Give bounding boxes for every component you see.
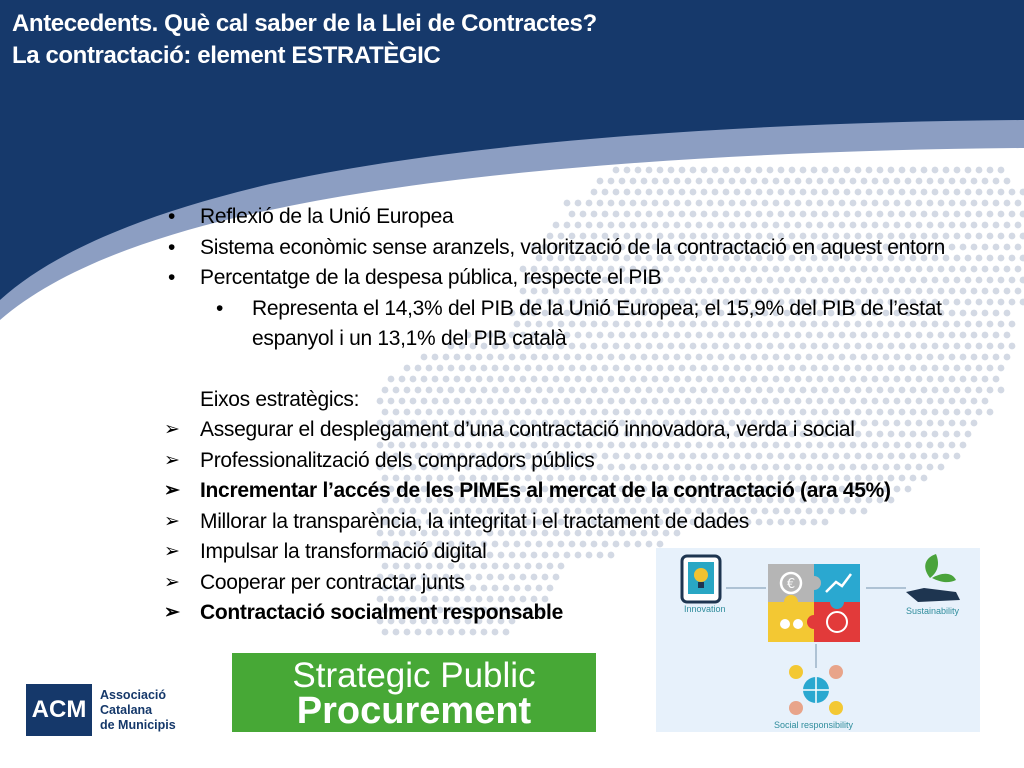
map-dot: [685, 178, 692, 185]
map-dot: [712, 167, 719, 174]
label-sustainability: Sustainability: [906, 606, 960, 616]
map-dot: [756, 189, 763, 196]
map-dot: [1020, 233, 1024, 240]
map-dot: [811, 167, 818, 174]
map-dot: [1015, 200, 1022, 207]
map-dot: [1015, 288, 1022, 295]
map-dot: [404, 629, 411, 636]
map-dot: [492, 629, 499, 636]
map-dot: [971, 178, 978, 185]
map-dot: [1009, 233, 1016, 240]
map-dot: [927, 178, 934, 185]
map-dot: [745, 167, 752, 174]
map-dot: [503, 629, 510, 636]
map-dot: [855, 189, 862, 196]
map-dot: [668, 189, 675, 196]
axis-text: Assegurar el desplegament d’una contractació innovadora, verda i social: [200, 418, 855, 441]
acm-logo: [26, 684, 206, 736]
map-dot: [597, 178, 604, 185]
map-dot: [756, 167, 763, 174]
map-dot: [888, 167, 895, 174]
axis-item-highlight: [160, 476, 1000, 507]
map-dot: [1020, 277, 1024, 284]
banner-line-1: Strategic Public: [292, 656, 536, 695]
map-dot: [784, 178, 791, 185]
sub-bullet-item: [160, 294, 992, 355]
map-dot: [641, 178, 648, 185]
puzzle-pieces: [768, 564, 860, 642]
map-dot: [712, 189, 719, 196]
map-dot: [806, 178, 813, 185]
map-dot: [767, 167, 774, 174]
bullet-text: Reflexió de la Unió Europea: [200, 205, 454, 228]
axis-item: [160, 507, 1000, 538]
map-dot: [1009, 255, 1016, 262]
bullet-item: [160, 263, 1000, 294]
map-dot: [778, 189, 785, 196]
map-dot: [729, 178, 736, 185]
map-dot: [1009, 189, 1016, 196]
map-dot: [1004, 288, 1011, 295]
map-dot: [734, 167, 741, 174]
map-dot: [1004, 266, 1011, 273]
map-dot: [646, 189, 653, 196]
banner-line-2: Procurement: [296, 690, 532, 732]
map-dot: [437, 629, 444, 636]
map-dot: [723, 167, 730, 174]
map-dot: [1015, 266, 1022, 273]
globe-people-icon: [789, 665, 843, 715]
strategic-procurement-banner: [232, 653, 596, 732]
people-group-icon: [780, 619, 790, 629]
map-dot: [1020, 211, 1024, 218]
axis-text: Cooperar per contractar junts: [200, 570, 465, 594]
axis-text: Professionalització dels compradors públics: [200, 448, 595, 472]
map-dot: [734, 189, 741, 196]
map-dot: [976, 167, 983, 174]
map-dot: [987, 167, 994, 174]
map-dot: [762, 178, 769, 185]
map-dot: [833, 189, 840, 196]
map-dot: [795, 178, 802, 185]
map-dot: [921, 167, 928, 174]
map-dot: [773, 178, 780, 185]
map-dot: [1004, 332, 1011, 339]
map-dot: [382, 629, 389, 636]
map-dot: [470, 629, 477, 636]
axis-item: [160, 415, 1000, 446]
axis-item: [160, 446, 1000, 477]
map-dot: [817, 178, 824, 185]
map-dot: [965, 167, 972, 174]
map-dot: [910, 167, 917, 174]
map-dot: [877, 189, 884, 196]
map-dot: [789, 189, 796, 196]
map-dot: [855, 167, 862, 174]
map-dot: [883, 178, 890, 185]
map-dot: [426, 629, 433, 636]
puzzle-illustration: [656, 548, 980, 732]
map-dot: [481, 629, 488, 636]
logo-line-3: de Municipis: [100, 718, 176, 732]
map-dot: [701, 167, 708, 174]
map-dot: [718, 178, 725, 185]
map-dot: [998, 189, 1005, 196]
label-social-responsibility: Social responsibility: [774, 720, 854, 730]
map-dot: [1015, 244, 1022, 251]
map-dot: [767, 189, 774, 196]
map-dot: [723, 189, 730, 196]
map-dot: [608, 178, 615, 185]
arrow-bullet-icon: ➢: [164, 419, 180, 440]
map-dot: [828, 178, 835, 185]
axis-text: Contractació socialment responsable: [200, 601, 563, 624]
map-dot: [393, 629, 400, 636]
map-dot: [982, 178, 989, 185]
bullet-text: Percentatge de la despesa pública, respecte el PIB: [200, 266, 662, 289]
sub-bullet-marker: •: [216, 296, 224, 320]
map-dot: [877, 167, 884, 174]
logo-name: [100, 688, 176, 733]
logo-abbreviation: ACM: [26, 684, 92, 736]
spacer: [160, 355, 1000, 385]
map-dot: [707, 178, 714, 185]
map-dot: [624, 189, 631, 196]
logo-line-1: Associació: [100, 688, 167, 702]
map-dot: [1020, 299, 1024, 306]
map-dot: [888, 189, 895, 196]
map-dot: [910, 189, 917, 196]
bullet-marker: •: [168, 235, 176, 259]
map-dot: [652, 178, 659, 185]
map-dot: [591, 189, 598, 196]
map-dot: [1004, 310, 1011, 317]
map-dot: [866, 189, 873, 196]
map-dot: [1004, 222, 1011, 229]
axes-heading: Eixos estratègics:: [200, 387, 360, 411]
map-dot: [822, 167, 829, 174]
arrow-bullet-icon: ➢: [164, 571, 180, 593]
arrow-bullet-icon: ➢: [164, 541, 180, 562]
svg-text:€: €: [786, 577, 796, 592]
label-innovation: Innovation: [684, 604, 726, 614]
map-dot: [613, 189, 620, 196]
map-dot: [459, 629, 466, 636]
axis-text: Incrementar l’accés de les PIMEs al mercat de la contractació (ara 45%): [200, 479, 891, 502]
map-dot: [943, 189, 950, 196]
map-dot: [1020, 255, 1024, 262]
map-dot: [844, 189, 851, 196]
map-dot: [987, 189, 994, 196]
map-dot: [679, 167, 686, 174]
map-dot: [619, 178, 626, 185]
map-dot: [998, 167, 1005, 174]
slide-title: [12, 8, 597, 72]
logo-line-2: Catalana: [100, 703, 153, 717]
map-dot: [960, 178, 967, 185]
map-dot: [1009, 321, 1016, 328]
map-dot: [674, 178, 681, 185]
map-dot: [613, 167, 620, 174]
map-dot: [866, 167, 873, 174]
map-dot: [822, 189, 829, 196]
map-dot: [905, 178, 912, 185]
map-dot: [954, 167, 961, 174]
map-dot: [679, 189, 686, 196]
arrow-bullet-icon: ➢: [164, 602, 180, 623]
map-dot: [833, 167, 840, 174]
map-dot: [668, 167, 675, 174]
map-dot: [1009, 277, 1016, 284]
map-dot: [899, 167, 906, 174]
map-dot: [624, 167, 631, 174]
title-line-1: Antecedents. Què cal saber de la Llei de Contractes?: [12, 10, 597, 37]
map-dot: [657, 189, 664, 196]
map-dot: [921, 189, 928, 196]
map-dot: [894, 178, 901, 185]
map-dot: [740, 178, 747, 185]
map-dot: [751, 178, 758, 185]
map-dot: [657, 167, 664, 174]
map-dot: [932, 189, 939, 196]
smartphone-lightbulb-icon: [682, 556, 720, 602]
map-dot: [1020, 189, 1024, 196]
map-dot: [839, 178, 846, 185]
map-dot: [602, 189, 609, 196]
map-dot: [949, 178, 956, 185]
map-dot: [1004, 354, 1011, 361]
map-dot: [850, 178, 857, 185]
puzzle-graphic: [656, 548, 980, 732]
map-dot: [778, 167, 785, 174]
title-line-2: La contractació: element ESTRATÈGIC: [12, 42, 441, 69]
map-dot: [635, 167, 642, 174]
bullet-marker: •: [168, 205, 176, 228]
arrow-bullet-icon: ➢: [164, 449, 180, 471]
map-dot: [844, 167, 851, 174]
map-dot: [993, 178, 1000, 185]
map-dot: [811, 189, 818, 196]
map-dot: [1015, 222, 1022, 229]
map-dot: [1009, 299, 1016, 306]
map-dot: [635, 189, 642, 196]
map-dot: [663, 178, 670, 185]
map-dot: [646, 167, 653, 174]
map-dot: [1004, 178, 1011, 185]
map-dot: [932, 167, 939, 174]
map-dot: [954, 189, 961, 196]
axis-text: Impulsar la transformació digital: [200, 540, 487, 563]
map-dot: [415, 629, 422, 636]
map-dot: [1004, 200, 1011, 207]
bullet-text: Sistema econòmic sense aranzels, valorització de la contractació en aquest entorn: [200, 235, 945, 259]
map-dot: [789, 167, 796, 174]
map-dot: [800, 189, 807, 196]
map-dot: [696, 178, 703, 185]
map-dot: [1009, 211, 1016, 218]
map-dot: [899, 189, 906, 196]
map-dot: [690, 167, 697, 174]
map-dot: [861, 178, 868, 185]
map-dot: [938, 178, 945, 185]
bullet-item: [160, 233, 1000, 264]
arrow-bullet-icon: ➢: [164, 510, 180, 532]
map-dot: [448, 629, 455, 636]
map-dot: [943, 167, 950, 174]
axis-text: Millorar la transparència, la integritat i el tractament de dades: [200, 509, 749, 533]
map-dot: [630, 178, 637, 185]
bullet-marker: •: [168, 266, 176, 289]
map-dot: [1004, 244, 1011, 251]
bullet-item: [160, 202, 1000, 233]
map-dot: [965, 189, 972, 196]
map-dot: [701, 189, 708, 196]
sub-bullet-text: Representa el 14,3% del PIB de la Unió Europea; el 15,9% del PIB de l’estat espanyol i un 13,1% del PIB català: [252, 296, 942, 350]
map-dot: [800, 167, 807, 174]
map-dot: [745, 189, 752, 196]
arrow-bullet-icon: ➢: [164, 480, 180, 501]
map-dot: [976, 189, 983, 196]
map-dot: [872, 178, 879, 185]
map-dot: [690, 189, 697, 196]
map-dot: [1009, 343, 1016, 350]
hand-plant-icon: [906, 554, 960, 602]
map-dot: [916, 178, 923, 185]
